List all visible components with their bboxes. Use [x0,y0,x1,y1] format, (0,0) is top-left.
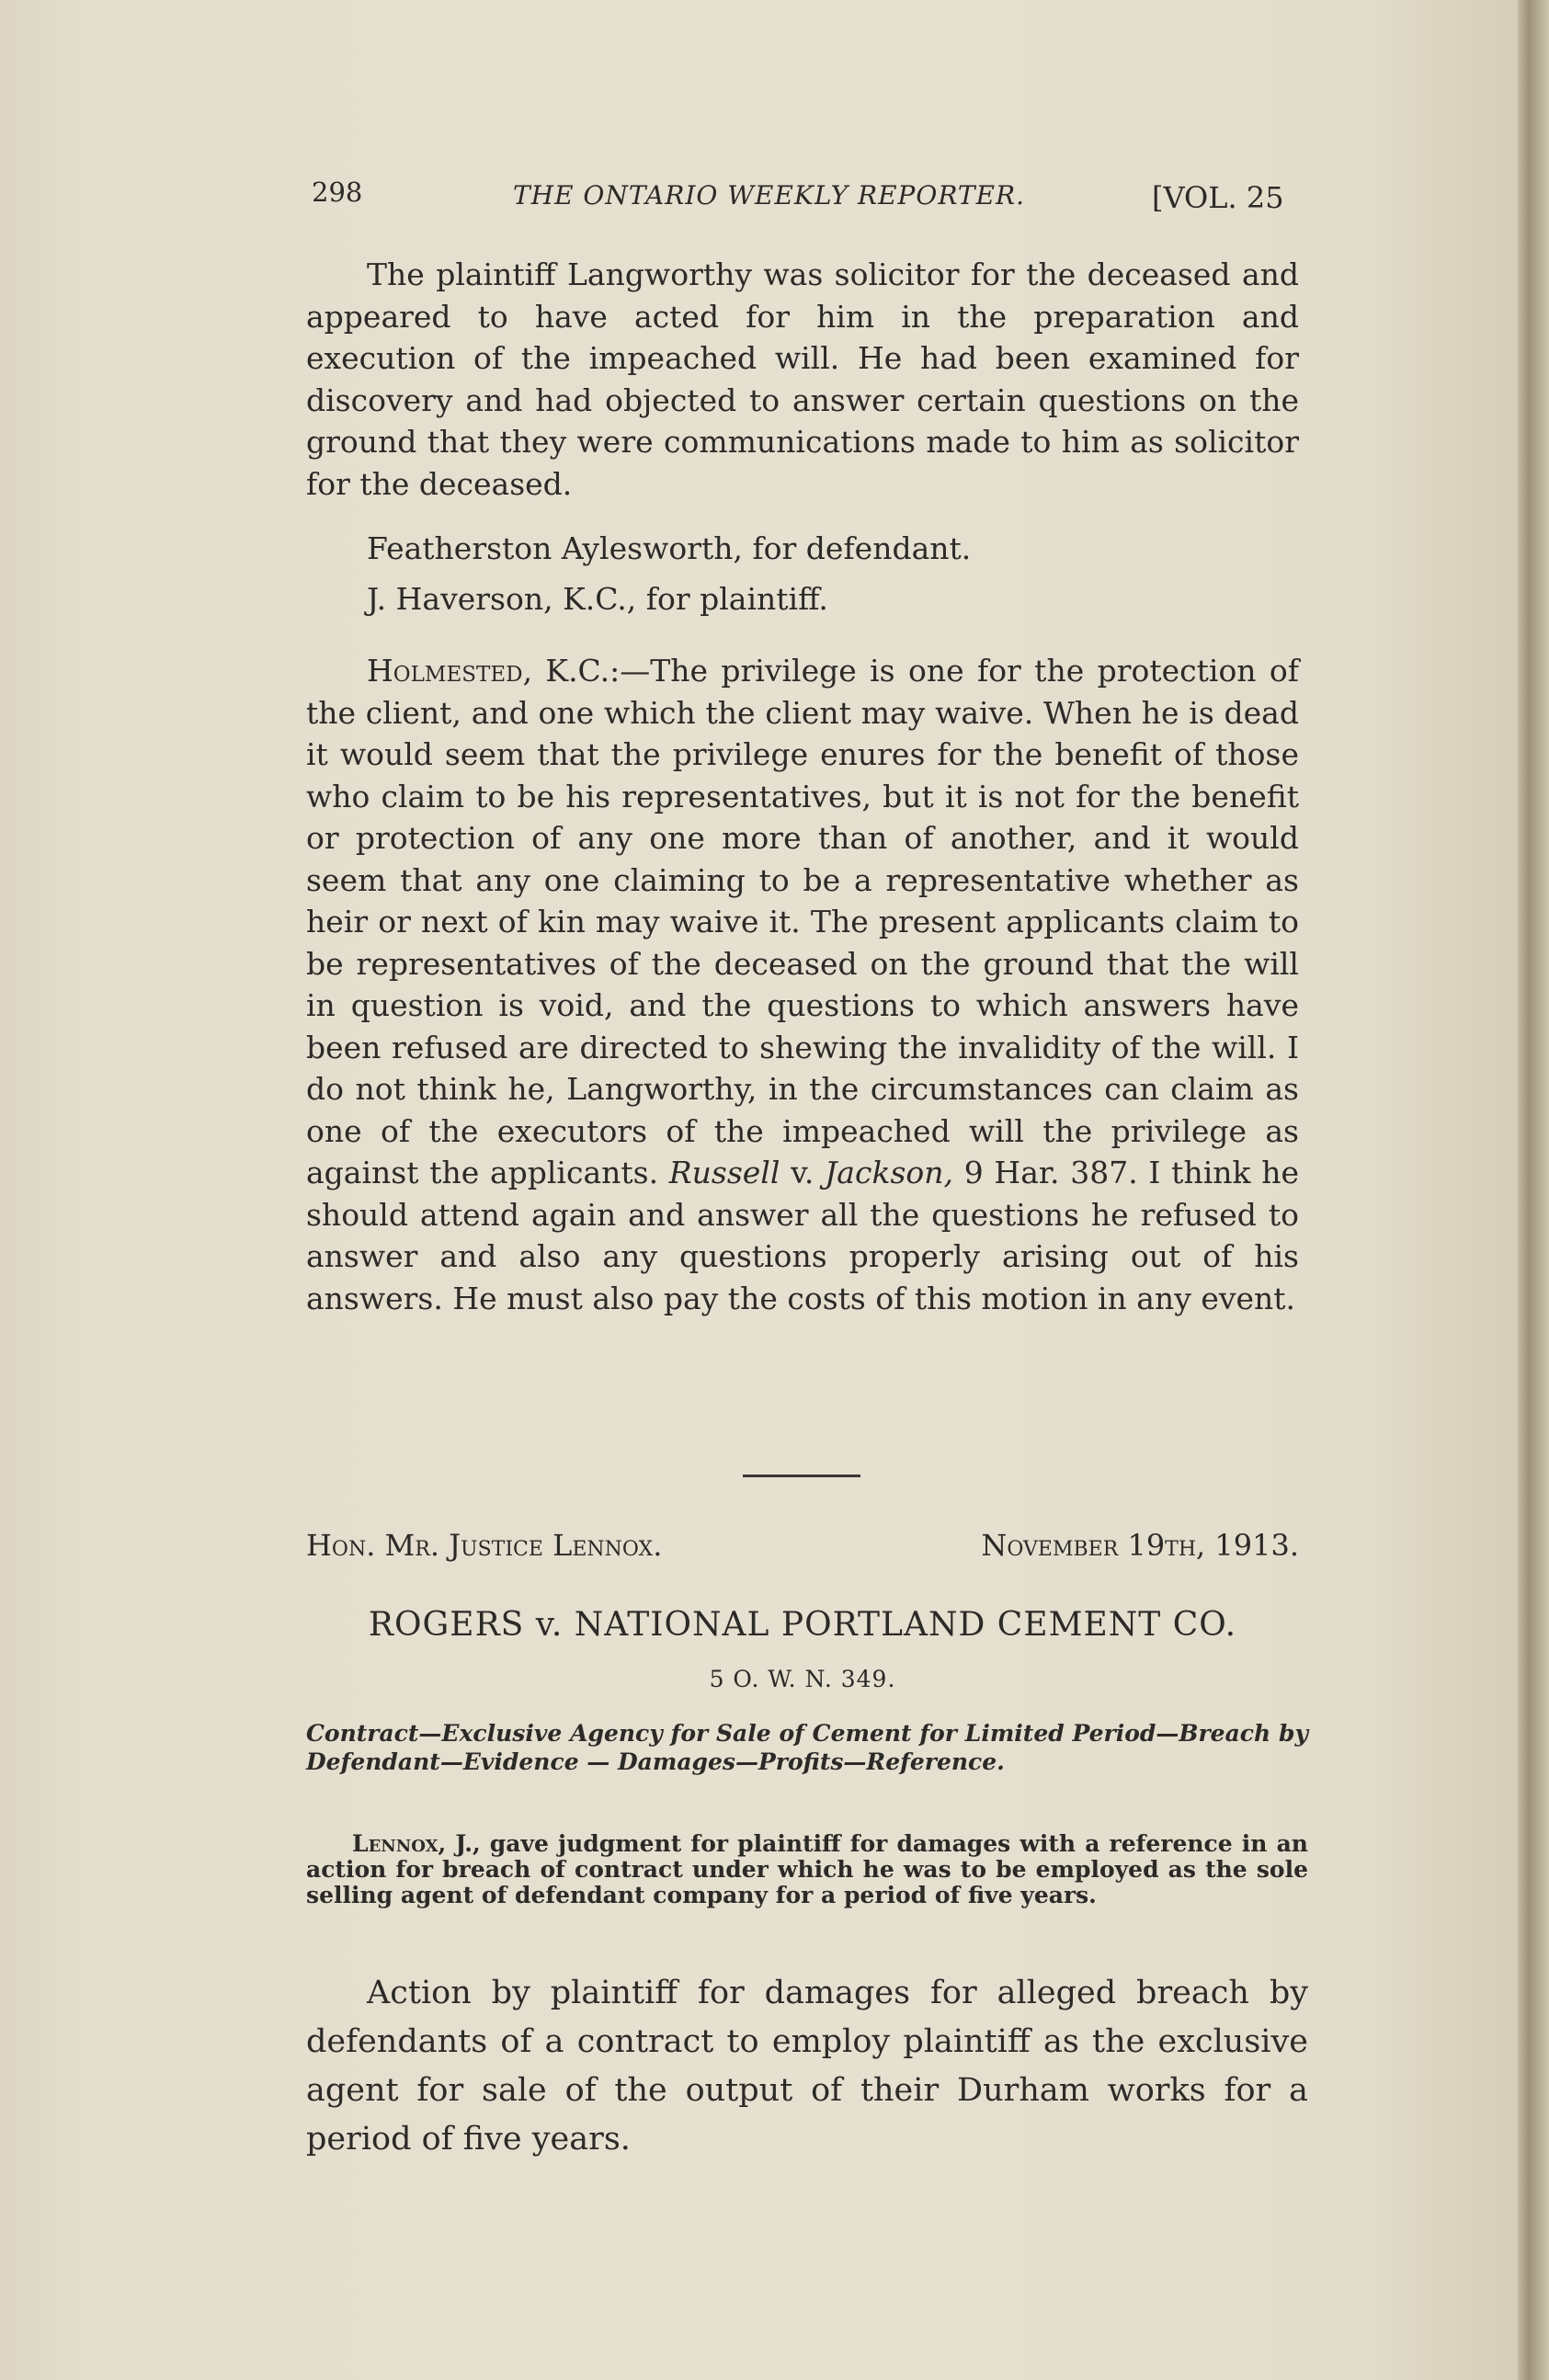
case-title: ROGERS v. NATIONAL PORTLAND CEMENT CO. [368,1606,1237,1644]
page-number: 298 [312,177,363,208]
judgment-text-2: 9 Har. 387. I think he should attend again and answer all the questions he refused to answer and also any questions properly arising out of his answers. He must also pay the costs of this motion in any event. [306,1155,1299,1316]
action-paragraph: Action by plaintiff for damages for alleged breach by defendants of a contract to employ plaintiff as the exclusive agent for sale of the output of their Durham works for a period of five years. [306,1975,1308,2158]
volume-label: [VOL. 25 [1152,180,1284,215]
summary-text: gave judgment for plaintiff for damages with a reference in an action for breach of contract under which he was to be employed as the sole selling agent of defendant company for a period of five years. [306,1830,1308,1908]
headnote-summary [306,1831,1308,1908]
cited-case-party-1: Russell [668,1155,780,1190]
cited-case-v: v. [780,1155,826,1190]
running-title: THE ONTARIO WEEKLY REPORTER. [513,180,1026,211]
cited-case-party-2: Jackson, [825,1155,953,1190]
judgment-text-1: :—The privilege is one for the protection of the client, and one which the client may waive. When he is dead it would seem that the privilege enures for the benefit of those who claim to be his representatives, but it is not for the benefit or protection of any one more than of another, and it would seem that any one claiming to be a representative whether as heir or next of kin may waive it. The present applicants claim to be representatives of the deceased on the ground that the will in question is void, and the questions to which answers have been refused are directed to shewing the invalidity of the will. I do not think he, Langworthy, in the circumstances can claim as one of the executors of the impeached will the privilege as against the applicants. [306,653,1299,1190]
court-line [306,1528,1299,1574]
page-edge [1518,0,1549,2380]
case-judge: Hon. Mr. Justice Lennox. [306,1528,663,1563]
page-header [306,173,1299,228]
paragraph-plaintiff-solicitor: The plaintiff Langworthy was solicitor for the deceased and appeared to have acted for him in the preparation and execution of the impeached will. He had been examined for discovery and had objected to answer certain questions on the ground that they were communications made to him as solicitor for the deceased. [306,256,1299,502]
judgment-paragraph [306,650,1299,1319]
counsel-defendant: Featherston Aylesworth, for defendant. [367,530,972,566]
headnote-catchwords: Contract—Exclusive Agency for Sale of Cement for Limited Period—Breach by Defendant—Evidence — Damages—Profits—Reference. [306,1720,1308,1775]
judge-name: Holmested, K.C. [367,653,610,689]
counsel-plaintiff: J. Haverson, K.C., for plaintiff. [367,581,828,617]
section-divider [743,1475,860,1477]
case-citation: 5 O. W. N. 349. [709,1666,896,1692]
summary-judge: Lennox, J., [352,1830,481,1857]
case-date: November 19th, 1913. [981,1528,1299,1563]
